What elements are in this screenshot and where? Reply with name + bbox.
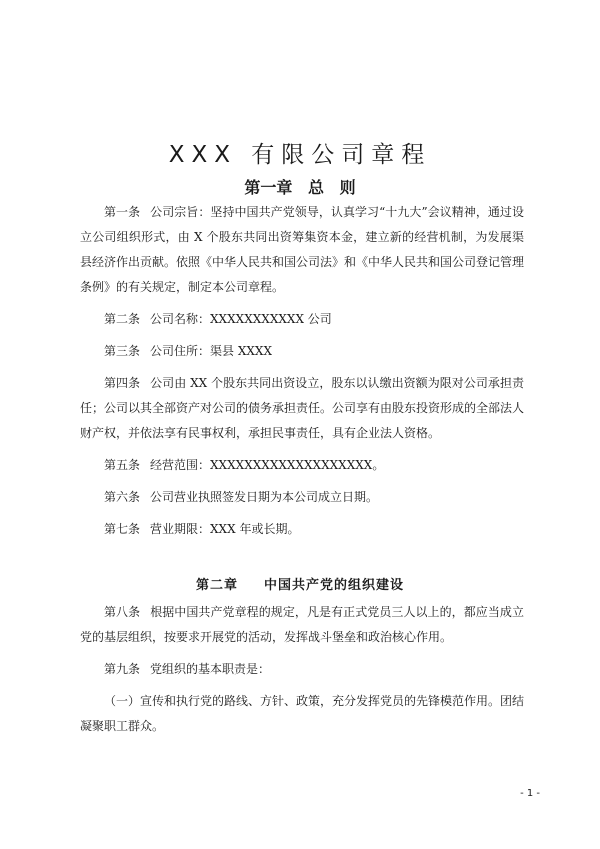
- chapter-2-title: 中国共产党的组织建设: [264, 578, 405, 593]
- article-number: 第六条: [104, 490, 141, 504]
- article-text: 经营范围：XXXXXXXXXXXXXXXXXXX。: [150, 458, 385, 472]
- chapter-1-heading: 第一章 总 则: [244, 178, 356, 197]
- list-item-1: （一）宣传和执行党的路线、方针、政策，充分发挥党员的先锋模范作用。团结凝聚职工群众。: [80, 694, 525, 733]
- article-text: 公司名称：XXXXXXXXXXX 公司: [150, 312, 332, 326]
- article-text: 营业期限：XXX 年或长期。: [150, 522, 300, 536]
- article-8: [80, 600, 524, 650]
- article-text: 根据中国共产党章程的规定，凡是有正式党员三人以上的，都应当成立党的基层组织，按要求开展党的活动，发挥战斗堡垒和政治核心作用。: [80, 605, 524, 644]
- article-number: 第三条: [104, 344, 141, 358]
- chapter-2-number: 第二章: [195, 578, 238, 593]
- article-2: [80, 307, 524, 332]
- article-text: 公司营业执照签发日期为本公司成立日期。: [150, 490, 379, 504]
- article-number: 第八条: [104, 605, 141, 619]
- article-text: 公司由 XX 个股东共同出资设立，股东以认缴出资额为限对公司承担责任；公司以其全部资产对公司的债务承担责任。公司享有由股东投资形成的全部法人财产权，并依法享有民事权利，承担民事责任，具有企业法人资格。: [80, 376, 525, 440]
- article-6: [80, 485, 524, 510]
- article-number: 第九条: [104, 662, 141, 676]
- article-number: 第一条: [104, 205, 141, 219]
- article-number: 第二条: [104, 312, 141, 326]
- chapter-1-body: [80, 200, 524, 549]
- article-5: [80, 453, 524, 478]
- document-title: XXX 有限公司章程: [168, 142, 432, 168]
- chapter-2-body: [80, 600, 524, 746]
- article-text: 公司宗旨：坚持中国共产党领导，认真学习“十九大”会议精神，通过设立公司组织形式，由 X 个股东共同出资筹集资本金，建立新的经营机制，为发展渠县经济作出贡献。依照《中华人民共和国公司法》和《中华人民共和国公司登记管理条例》的有关规定，制定本公司章程。: [80, 205, 525, 294]
- article-4: [80, 371, 524, 446]
- article-number: 第五条: [104, 458, 141, 472]
- article-text: 公司住所：渠县 XXXX: [150, 344, 273, 358]
- article-number: 第七条: [104, 522, 141, 536]
- article-7: [80, 517, 524, 542]
- article-text: 党组织的基本职责是：: [150, 662, 271, 676]
- chapter-2-heading: [0, 574, 600, 593]
- page-number: - 1 -: [520, 788, 540, 799]
- article-1: [80, 200, 524, 300]
- article-number: 第四条: [104, 376, 141, 390]
- article-3: [80, 339, 524, 364]
- article-9: [80, 657, 524, 682]
